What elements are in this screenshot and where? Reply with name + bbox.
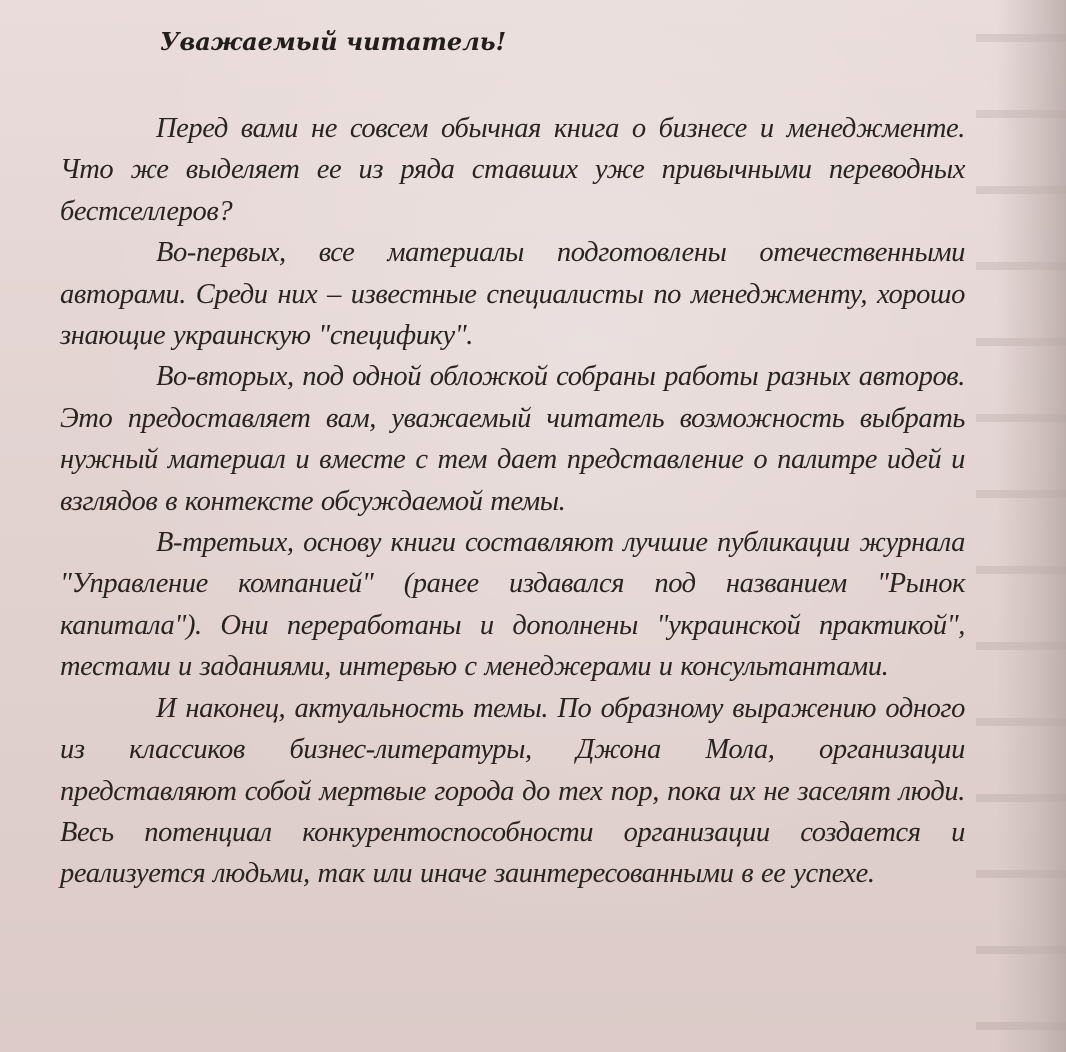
preface-heading: Уважаемый читатель! (160, 27, 507, 56)
page-gutter-shadow (996, 0, 1066, 1052)
paragraph-intro: Перед вами не совсем обычная книга о бизнесе и менеджменте. Что же выделяет ее из ряда ставших уже привычными переводных бестселлеров? (60, 113, 965, 227)
paragraph-conclusion: И наконец, актуальность темы. По образному выражению одного из классиков бизнес-литературы, Джона Мола, организации представляют собой мертвые города до тех пор, пока их не заселят люди. Весь потенциал конкурентоспособности организации создается и реализуется людьми, так или иначе заинтересованными в ее успехе. (60, 692, 965, 890)
heading-spacer (60, 62, 965, 108)
paragraph-third-point: В-третьих, основу книги составляют лучшие публикации журнала "Управление компанией" (ранее издавался под названием "Рынок капитала"). Они переработаны и дополнены "украинской практикой", тестами и заданиями, интервью с менеджерами и консультантами. (60, 527, 965, 683)
preface-text (60, 22, 965, 895)
paragraph-first-point: Во-первых, все материалы подготовлены отечественными авторами. Среди них – известные специалисты по менеджменту, хорошо знающие украинскую "специфику". (60, 237, 965, 352)
paragraph-second-point: Во-вторых, под одной обложкой собраны работы разных авторов. Это предоставляет вам, уважаемый читатель возможность выбрать нужный материал и вместе с тем дает представление о палитре идей и взглядов в контексте обсуждаемой темы. (60, 361, 965, 517)
